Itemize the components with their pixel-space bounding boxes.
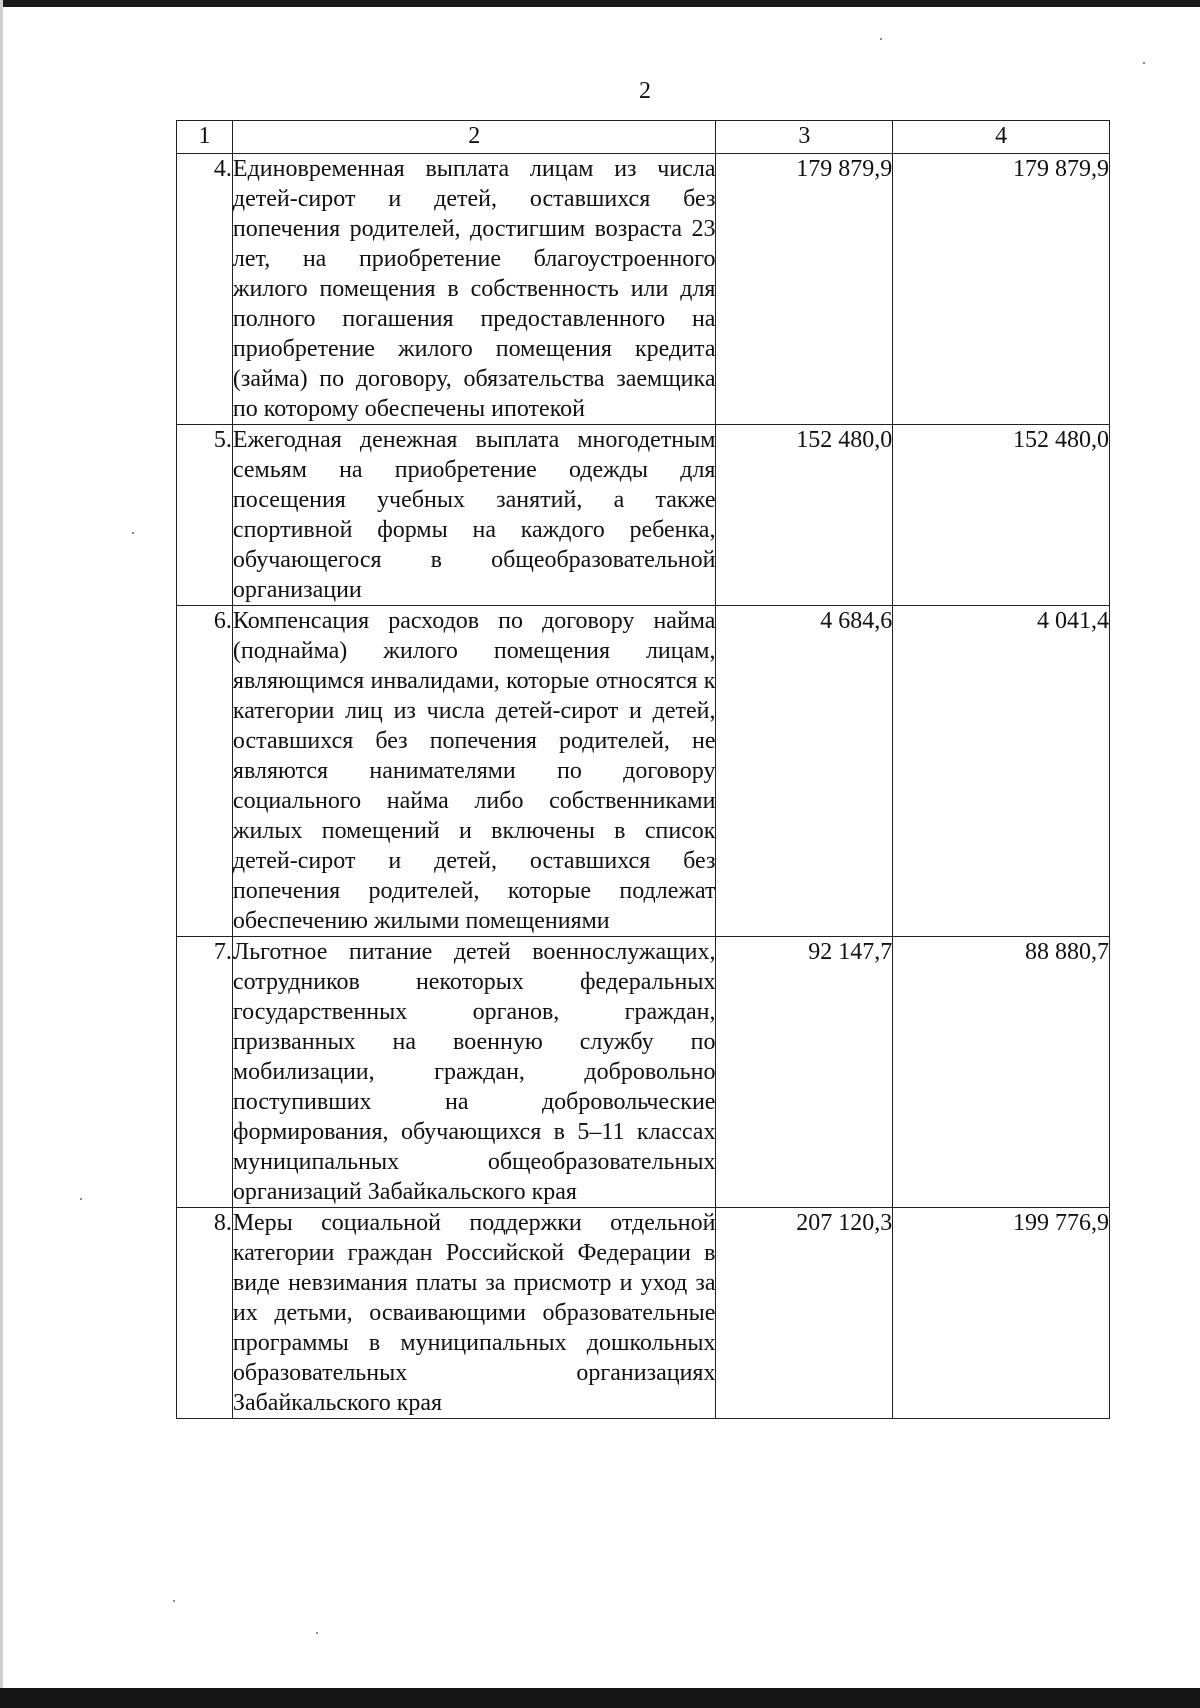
table-row [177, 937, 1110, 1208]
row-description: Компенсация расходов по договору найма (поднайма) жилого помещения лицам, являющимся инвалидами, которые относятся к категории лиц из числа детей-сирот и детей, оставшихся без попечения родителей, не являются нанимателями по договору социального найма либо собственниками жилых помещений и включены в список детей-сирот и детей, оставшихся без попечения родителей, которые подлежат обеспечению жилыми помещениями [232, 606, 716, 937]
table-row [177, 606, 1110, 937]
table-header-row [177, 121, 1110, 154]
table-row [177, 425, 1110, 606]
row-value-col3: 179 879,9 [716, 154, 893, 425]
row-value-col3: 92 147,7 [716, 937, 893, 1208]
row-value-col4: 4 041,4 [893, 606, 1110, 937]
scan-speck [880, 38, 882, 40]
row-description: Ежегодная денежная выплата многодетным семьям на приобретение одежды для посещения учебных занятий, а также спортивной формы на каждого ребенка, обучающегося в общеобразовательной организации [232, 425, 716, 606]
budget-table [176, 120, 1110, 1419]
scan-speck [173, 1600, 175, 1602]
page-number: 2 [639, 78, 651, 104]
row-value-col3: 207 120,3 [716, 1208, 893, 1419]
row-number: 6. [177, 606, 233, 937]
row-description: Льготное питание детей военнослужащих, сотрудников некоторых федеральных государственных органов, граждан, призванных на военную службу по мобилизации, граждан, добровольно поступивших на добровольческие формирования, обучающихся в 5–11 классах муниципальных общеобразовательных организаций Забайкальского края [232, 937, 716, 1208]
scan-bottom-border [0, 1688, 1200, 1708]
row-description: Меры социальной поддержки отдельной категории граждан Российской Федерации в виде невзимания платы за присмотр и уход за их детьми, осваивающими образовательные программы в муниципальных дошкольных образовательных организациях Забайкальского края [232, 1208, 716, 1419]
row-value-col4: 88 880,7 [893, 937, 1110, 1208]
row-value-col4: 179 879,9 [893, 154, 1110, 425]
scan-speck [316, 1632, 318, 1634]
header-col-3: 3 [716, 121, 893, 154]
row-value-col4: 152 480,0 [893, 425, 1110, 606]
row-value-col3: 4 684,6 [716, 606, 893, 937]
scan-speck [132, 532, 134, 534]
scan-top-border [0, 0, 1200, 7]
scan-speck [80, 1198, 82, 1200]
table-row [177, 1208, 1110, 1419]
row-description: Единовременная выплата лицам из числа детей-сирот и детей, оставшихся без попечения родителей, достигшим возраста 23 лет, на приобретение благоустроенного жилого помещения в собственность или для полного погашения предоставленного на приобретение жилого помещения кредита (займа) по договору, обязательства заемщика по которому обеспечены ипотекой [232, 154, 716, 425]
header-col-1: 1 [177, 121, 233, 154]
row-number: 4. [177, 154, 233, 425]
table-row [177, 154, 1110, 425]
row-value-col4: 199 776,9 [893, 1208, 1110, 1419]
row-number: 8. [177, 1208, 233, 1419]
row-value-col3: 152 480,0 [716, 425, 893, 606]
row-number: 7. [177, 937, 233, 1208]
scan-left-edge [0, 0, 3, 1688]
header-col-4: 4 [893, 121, 1110, 154]
header-col-2: 2 [232, 121, 716, 154]
scan-speck [1143, 62, 1145, 64]
row-number: 5. [177, 425, 233, 606]
